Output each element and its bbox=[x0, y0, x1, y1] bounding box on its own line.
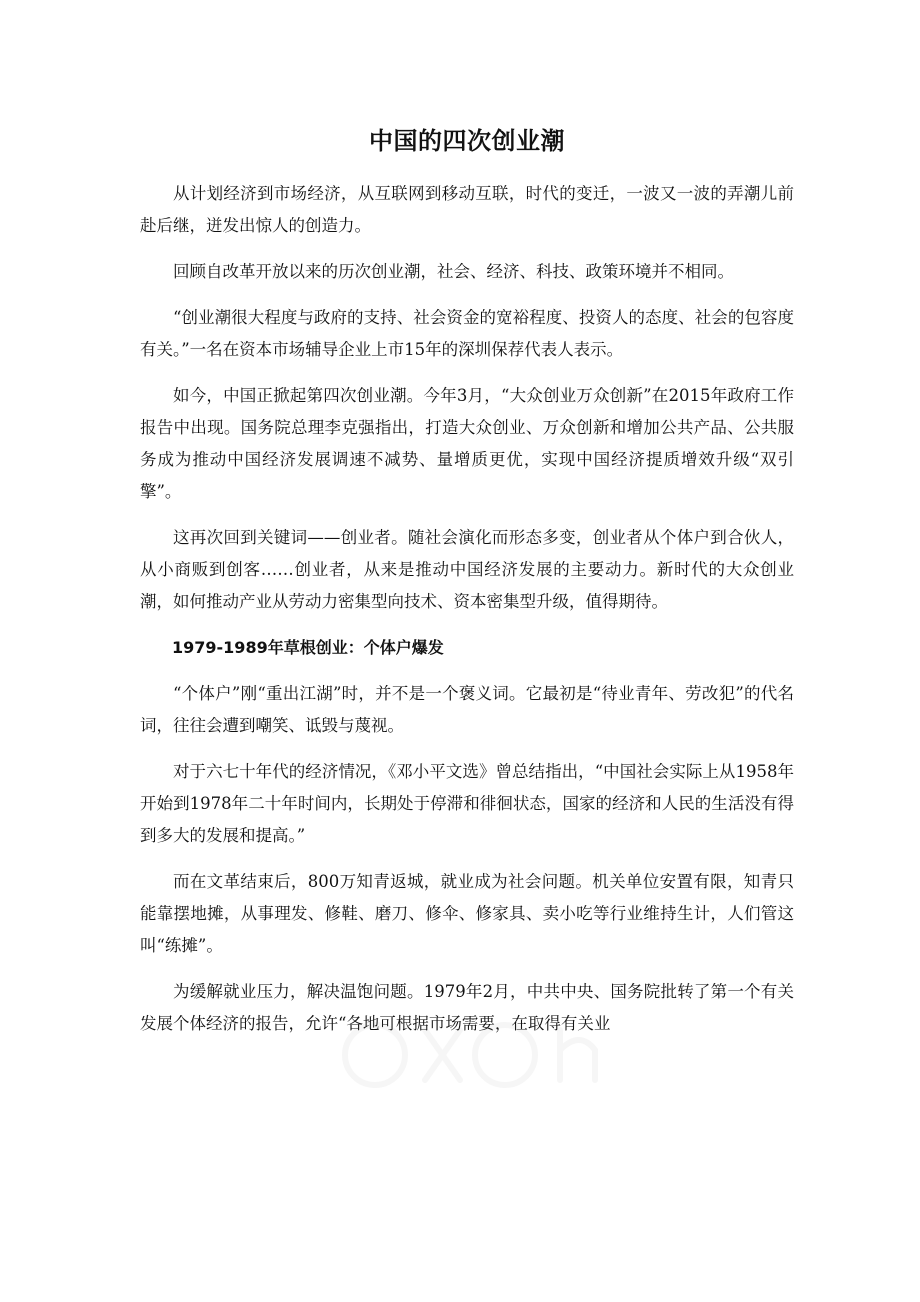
paragraph: 如今，中国正掀起第四次创业潮。今年3月，“大众创业万众创新”在2015年政府工作报告中出现。国务院总理李克强指出，打造大众创业、万众创新和增加公共产品、公共服务成为推动中国经济发展调速不减势、量增质更优，实现中国经济提质增效升级“双引擎”。 bbox=[140, 386, 794, 501]
paragraph: “个体户”刚“重出江湖”时，并不是一个褒义词。它最初是“待业青年、劳改犯”的代名词，往往会遭到嘲笑、诋毁与蔑视。 bbox=[140, 684, 794, 735]
section-heading: 1979-1989年草根创业：个体户爆发 bbox=[172, 638, 444, 657]
paragraph: 从计划经济到市场经济，从互联网到移动互联，时代的变迁，一波又一波的弄潮儿前赴后继，迸发出惊人的创造力。 bbox=[140, 184, 794, 235]
document-title: 中国的四次创业潮 bbox=[369, 127, 565, 155]
paragraph: 而在文革结束后，800万知青返城，就业成为社会问题。机关单位安置有限，知青只能靠摆地摊，从事理发、修鞋、磨刀、修伞、修家具、卖小吃等行业维持生计，人们管这叫“练摊”。 bbox=[140, 872, 794, 955]
document-page bbox=[140, 0, 794, 1040]
paragraph: 为缓解就业压力，解决温饱问题。1979年2月，中共中央、国务院批转了第一个有关发展个体经济的报告，允许“各地可根据市场需要，在取得有关业 bbox=[140, 982, 794, 1033]
paragraph: 回顾自改革开放以来的历次创业潮，社会、经济、科技、政策环境并不相同。 bbox=[173, 262, 734, 281]
paragraph: 对于六七十年代的经济情况，《邓小平文选》曾总结指出，“中国社会实际上从1958年开始到1978年二十年时间内，长期处于停滞和徘徊状态，国家的经济和人民的生活没有得到多大的发展和提高。” bbox=[140, 762, 794, 845]
paragraph: “创业潮很大程度与政府的支持、社会资金的宽裕程度、投资人的态度、社会的包容度有关。”一名在资本市场辅导企业上市15年的深圳保荐代表人表示。 bbox=[140, 308, 794, 359]
paragraph: 这再次回到关键词——创业者。随社会演化而形态多变，创业者从个体户到合伙人，从小商贩到创客……创业者，从来是推动中国经济发展的主要动力。新时代的大众创业潮，如何推动产业从劳动力密集型向技术、资本密集型升级，值得期待。 bbox=[140, 528, 794, 611]
